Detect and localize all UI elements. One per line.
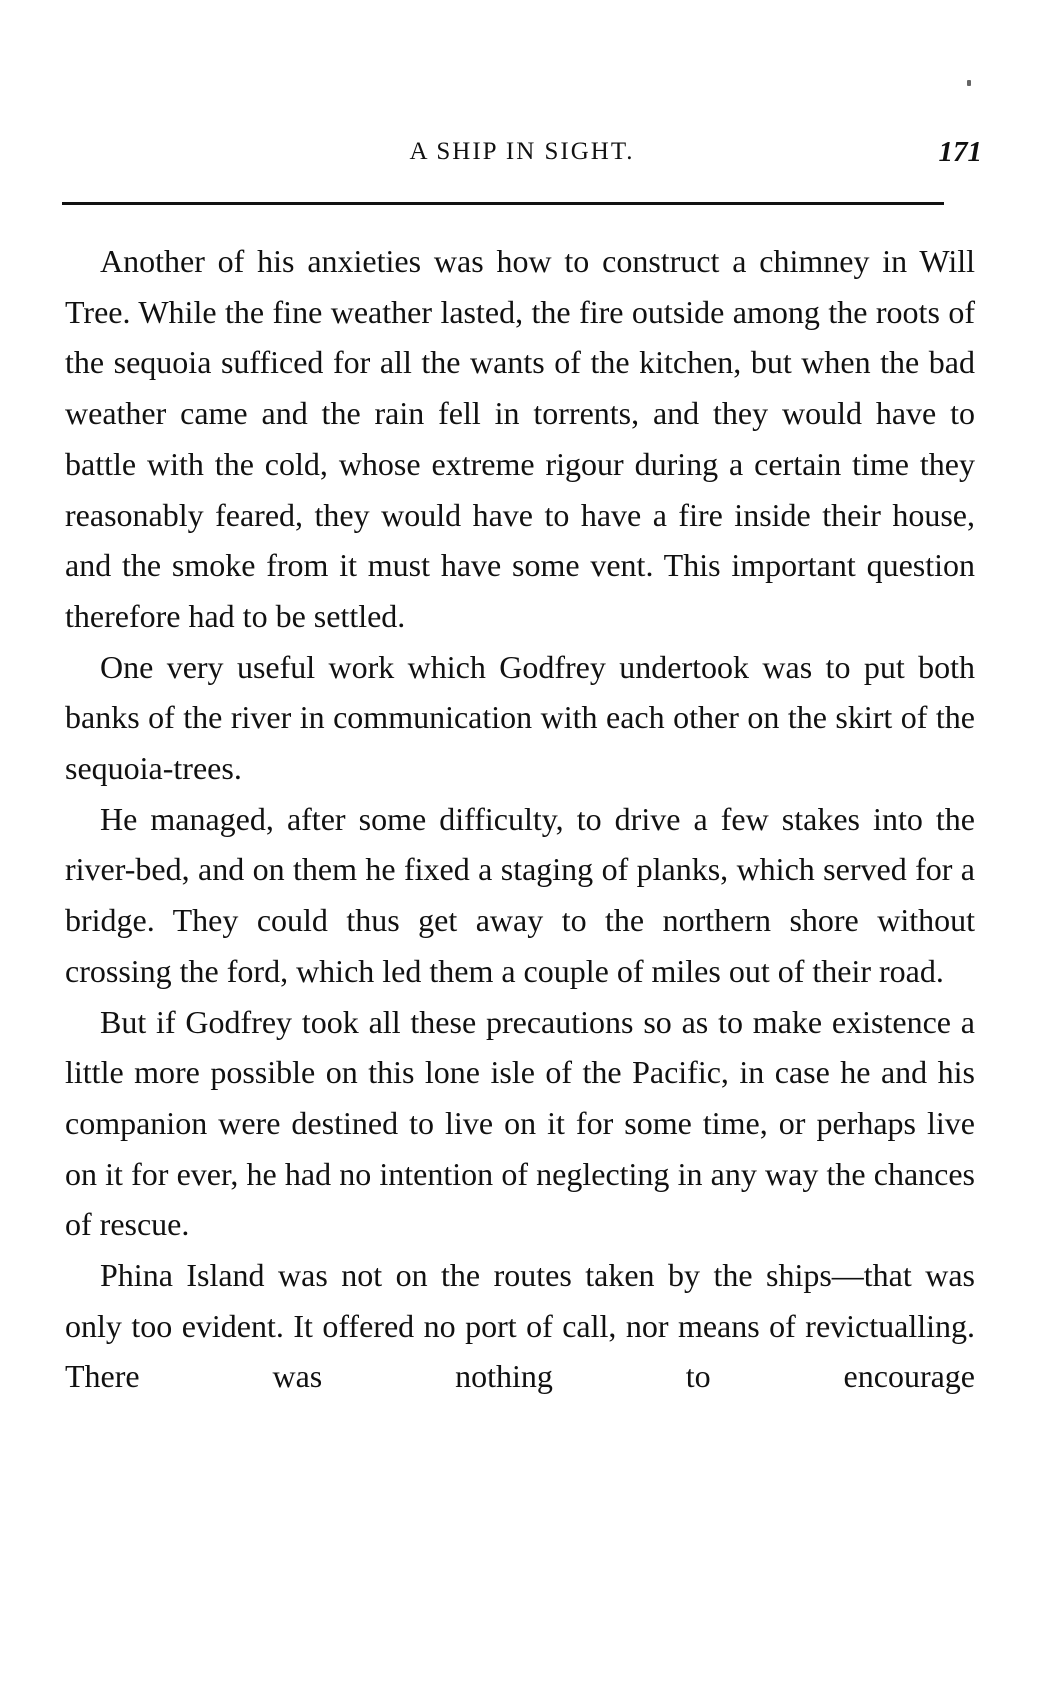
paragraph-river-banks: One very useful work which Godfrey undertook was to put both banks of the river in communication with each other on the skirt of the sequoia-trees.	[65, 648, 975, 787]
body-text	[65, 236, 975, 1402]
running-head: A SHIP IN SIGHT.	[409, 138, 635, 165]
page-header	[62, 132, 982, 172]
paper-speck	[967, 80, 971, 86]
paragraph-rescue: But if Godfrey took all these precautions so as to make existence a little more possible on this lone isle of the Pacific, in case he and his companion were destined to live on it for some time, or perhaps live on it for ever, he had no intention of neglecting in any way the chances of rescue.	[65, 1003, 975, 1243]
paragraph-bridge: He managed, after some difficulty, to drive a few stakes into the river-bed, and on them he fixed a staging of planks, which served for a bridge. They could thus get away to the northern shore without crossing the ford, which led them a couple of miles out of their road.	[65, 800, 975, 989]
paragraph-chimney: Another of his anxieties was how to construct a chimney in Will Tree. While the fine weather lasted, the fire outside among the roots of the sequoia sufficed for all the wants of the kitchen, but when the bad weather came and the rain fell in torrents, and they would have to battle with the cold, whose extreme rigour during a certain time they reasonably feared, they would have to have a fire inside their house, and the smoke from it must have some vent. This important question therefore had to be settled.	[65, 243, 975, 634]
page-number: 171	[938, 136, 982, 168]
header-rule	[62, 202, 944, 205]
paragraph-phina-island: Phina Island was not on the routes taken by the ships—that was only too evident. It offered no port of call, nor means of revictualling. There was nothing to encourage	[65, 1257, 975, 1395]
